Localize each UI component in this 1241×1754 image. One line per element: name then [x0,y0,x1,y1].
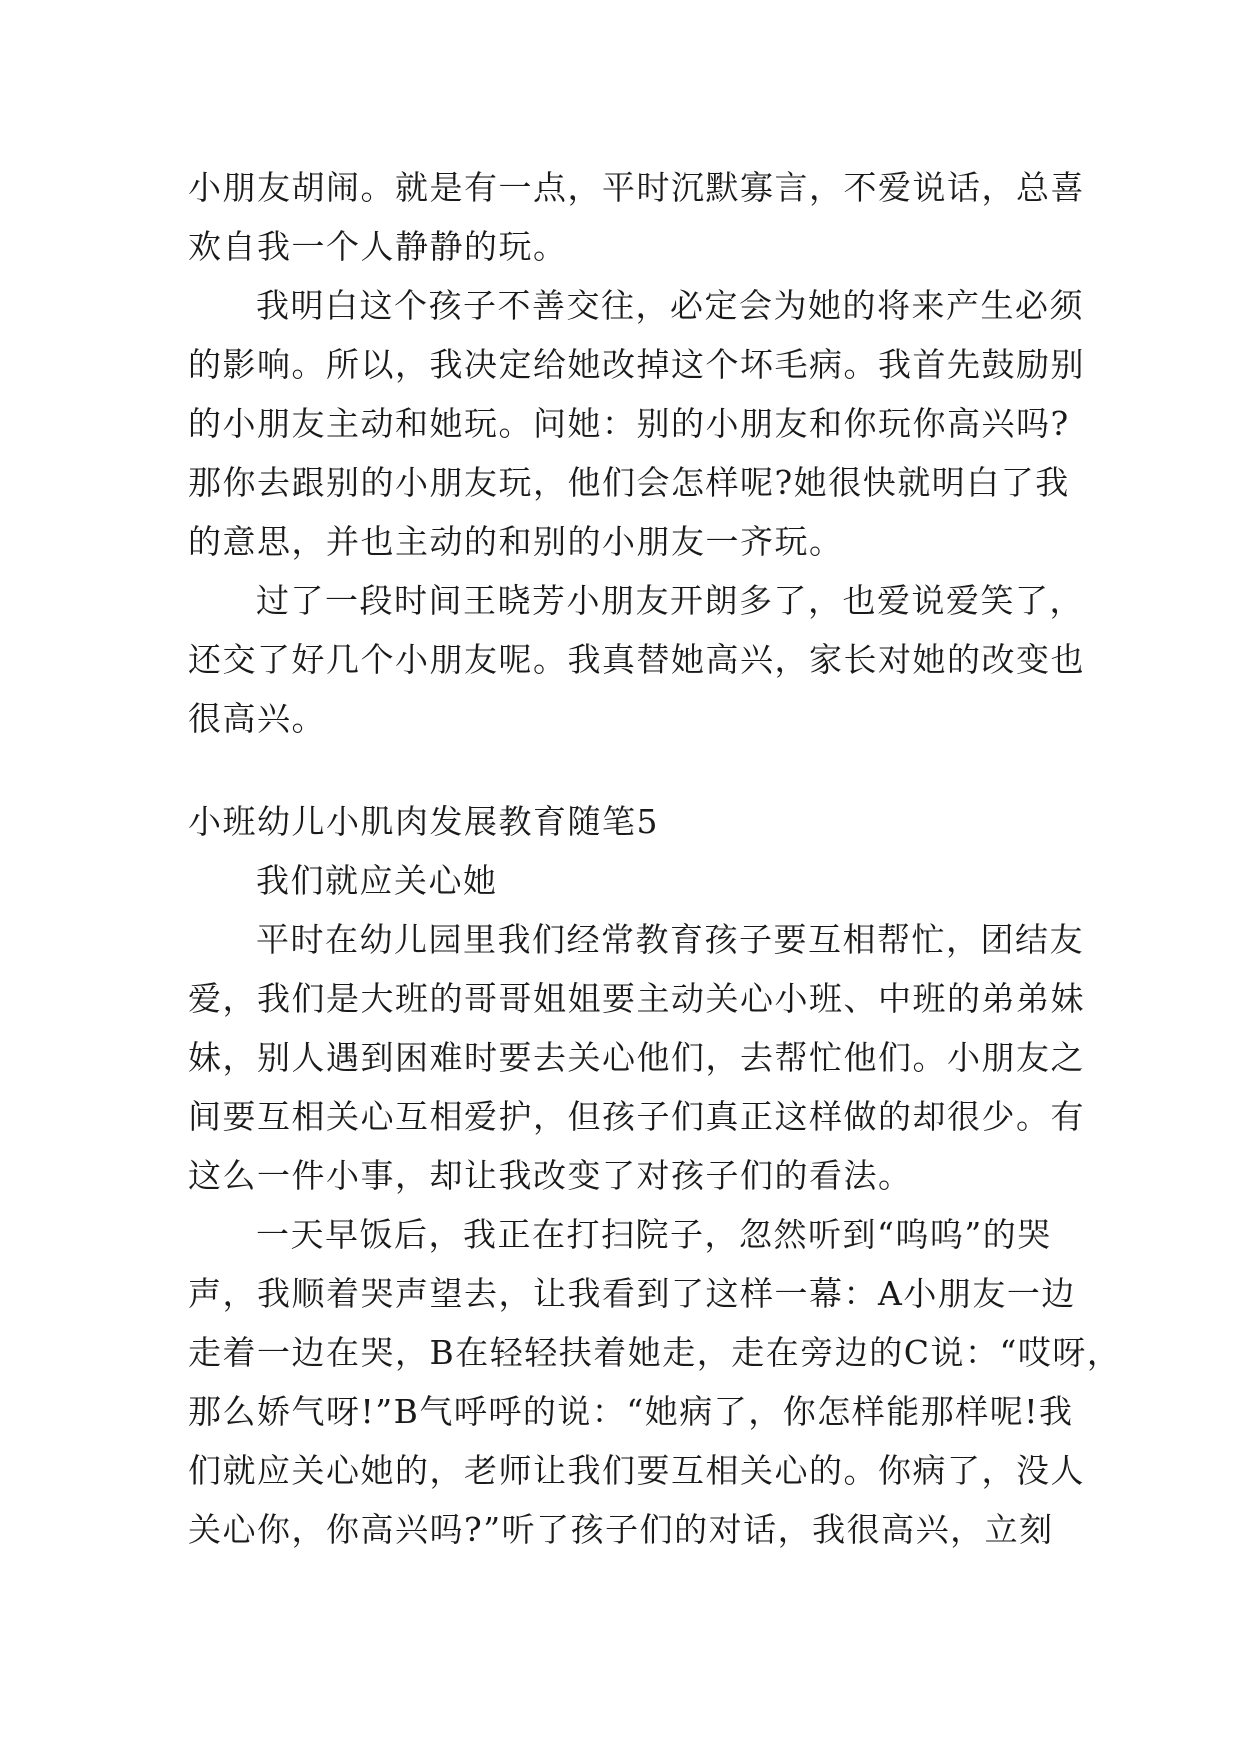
paragraph-line: 欢自我一个人静静的玩。 [188,227,568,266]
paragraph-line: 还交了好几个小朋友呢。我真替她高兴，家长对她的改变也 [188,640,1085,679]
paragraph-line: 过了一段时间王晓芳小朋友开朗多了，也爱说爱笑了， [256,581,1084,620]
paragraph-line: 我明白这个孩子不善交往，必定会为她的将来产生必须 [256,286,1084,325]
paragraph-line: 的意思，并也主动的和别的小朋友一齐玩。 [188,522,844,561]
paragraph-line: 这么一件小事，却让我改变了对孩子们的看法。 [188,1156,913,1195]
paragraph-line: 的小朋友主动和她玩。问她：别的小朋友和你玩你高兴吗? [188,404,1070,443]
paragraph-line: 们就应关心她的，老师让我们要互相关心的。你病了，没人 [188,1451,1085,1490]
paragraph-line: 平时在幼儿园里我们经常教育孩子要互相帮忙，团结友 [256,920,1084,959]
paragraph-line: 关心你，你高兴吗?”听了孩子们的对话，我很高兴，立刻 [188,1510,1054,1549]
paragraph-line: 那么娇气呀!”B气呼呼的说：“她病了，你怎样能那样呢!我 [188,1392,1074,1431]
paragraph-line: 妹，别人遇到困难时要去关心他们，去帮忙他们。小朋友之 [188,1038,1085,1077]
section-title: 小班幼儿小肌肉发展教育随笔5 [188,802,659,841]
paragraph-line: 声，我顺着哭声望去，让我看到了这样一幕：A小朋友一边 [188,1274,1076,1313]
paragraph-line: 爱，我们是大班的哥哥姐姐要主动关心小班、中班的弟弟妹 [188,979,1085,1018]
paragraph-line: 的影响。所以，我决定给她改掉这个坏毛病。我首先鼓励别 [188,345,1085,384]
subtitle: 我们就应关心她 [256,861,498,900]
paragraph-line: 很高兴。 [188,699,326,738]
paragraph-line: 那你去跟别的小朋友玩，他们会怎样呢?她很快就明白了我 [188,463,1070,502]
paragraph-line: 一天早饭后，我正在打扫院子，忽然听到“呜呜”的哭 [256,1215,1052,1254]
paragraph-line: 小朋友胡闹。就是有一点，平时沉默寡言，不爱说话，总喜 [188,168,1085,207]
paragraph-line: 走着一边在哭，B在轻轻扶着她走，走在旁边的C说：“哎呀， [188,1333,1122,1372]
paragraph-line: 间要互相关心互相爱护，但孩子们真正这样做的却很少。有 [188,1097,1085,1136]
